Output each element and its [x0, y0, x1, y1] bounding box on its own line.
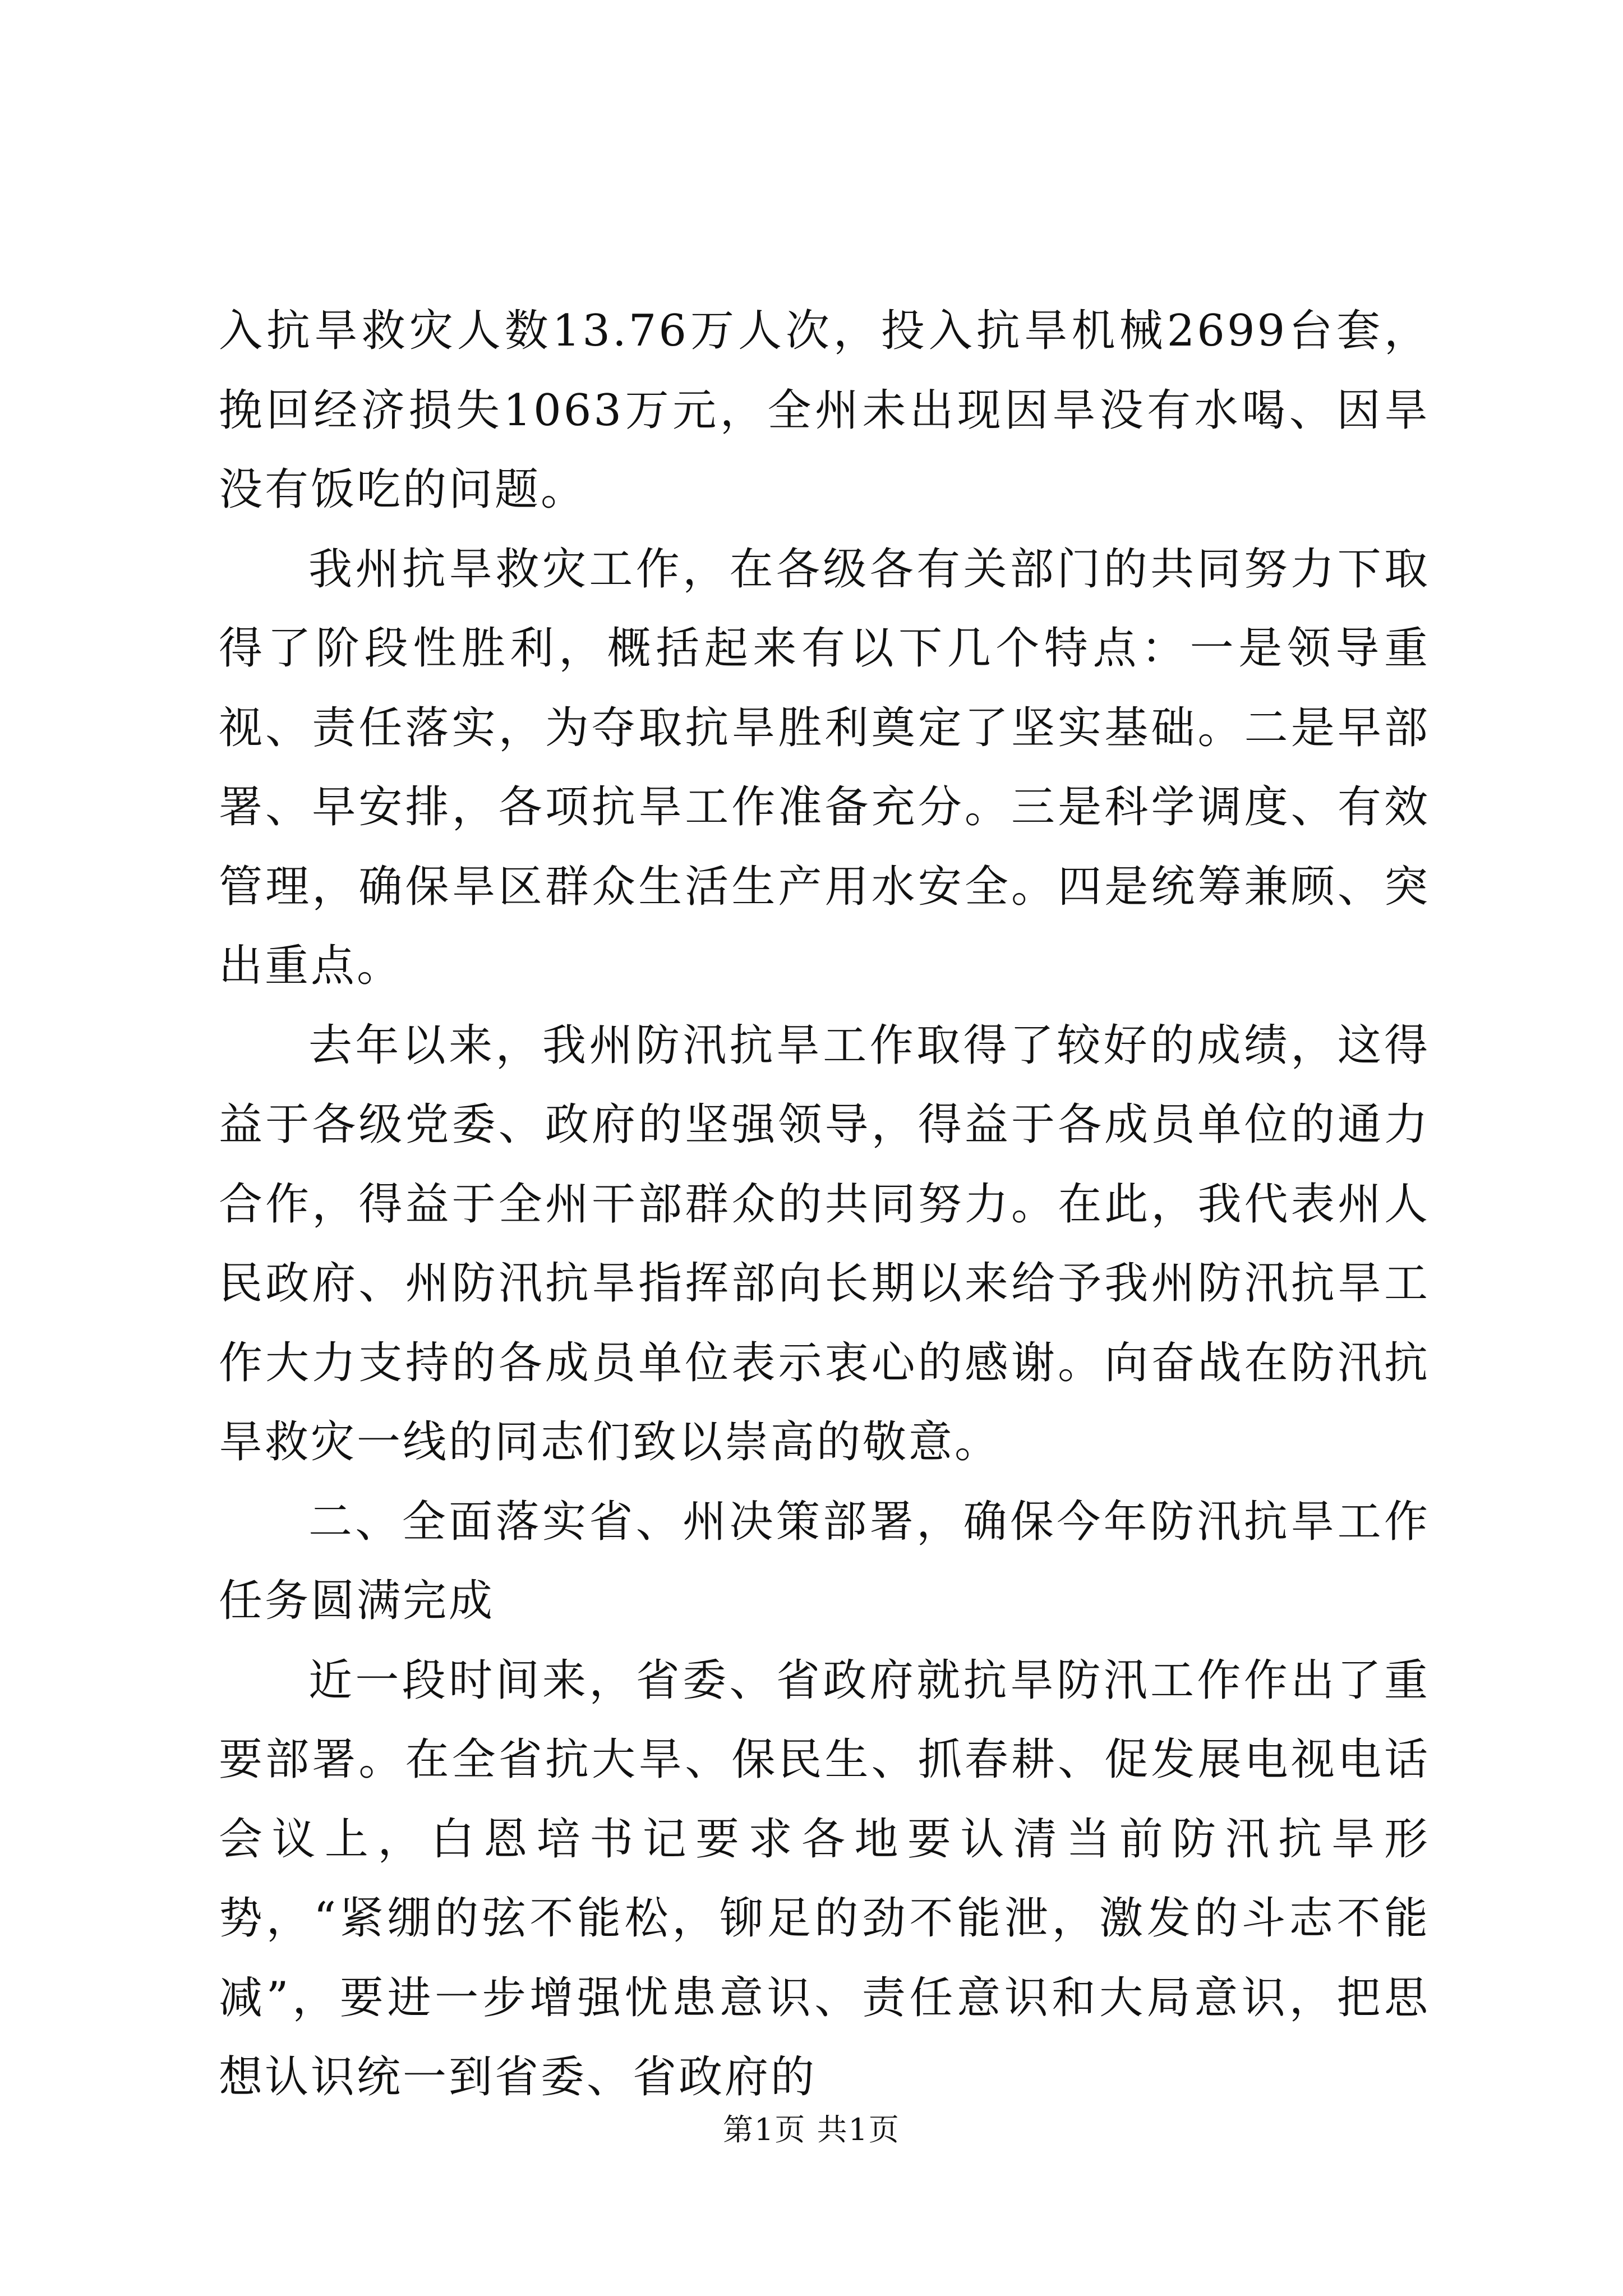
section-heading-two: 二、全面落实省、州决策部署，确保今年防汛抗旱工作任务圆满完成	[219, 1496, 1430, 1626]
paragraph-provincial-deployment: 近一段时间来，省委、省政府就抗旱防汛工作作出了重要部署。在全省抗大旱、保民生、抓春耕、促发展电视电话会议上，白恩培书记要求各地要认清当前防汛抗旱形势，“紧绷的弦不能松，铆足的劲不能泄，激发的斗志不能减”，要进一步增强忧患意识、责任意识和大局意识，把思想认识统一到省委、省政府的	[219, 1655, 1430, 2102]
document-body	[219, 292, 1430, 2118]
paragraph-drought-relief-features: 我州抗旱救灾工作，在各级各有关部门的共同努力下取得了阶段性胜利，概括起来有以下几个特点：一是领导重视、责任落实，为夺取抗旱胜利奠定了坚实基础。二是早部署、早安排，各项抗旱工作准备充分。三是科学调度、有效管理，确保旱区群众生活生产用水安全。四是统筹兼顾、突出重点。	[219, 544, 1430, 991]
paragraph-continuation: 入抗旱救灾人数13.76万人次，投入抗旱机械2699台套，挽回经济损失1063万元，全州未出现因旱没有水喝、因旱没有饭吃的问题。	[219, 306, 1430, 515]
page-footer: 第1页 共1页	[723, 2112, 900, 2147]
paragraph-acknowledgements: 去年以来，我州防汛抗旱工作取得了较好的成绩，这得益于各级党委、政府的坚强领导，得益于各成员单位的通力合作，得益于全州干部群众的共同努力。在此，我代表州人民政府、州防汛抗旱指挥部向长期以来给予我州防汛抗旱工作大力支持的各成员单位表示衷心的感谢。向奋战在防汛抗旱救灾一线的同志们致以崇高的敬意。	[219, 1020, 1430, 1467]
